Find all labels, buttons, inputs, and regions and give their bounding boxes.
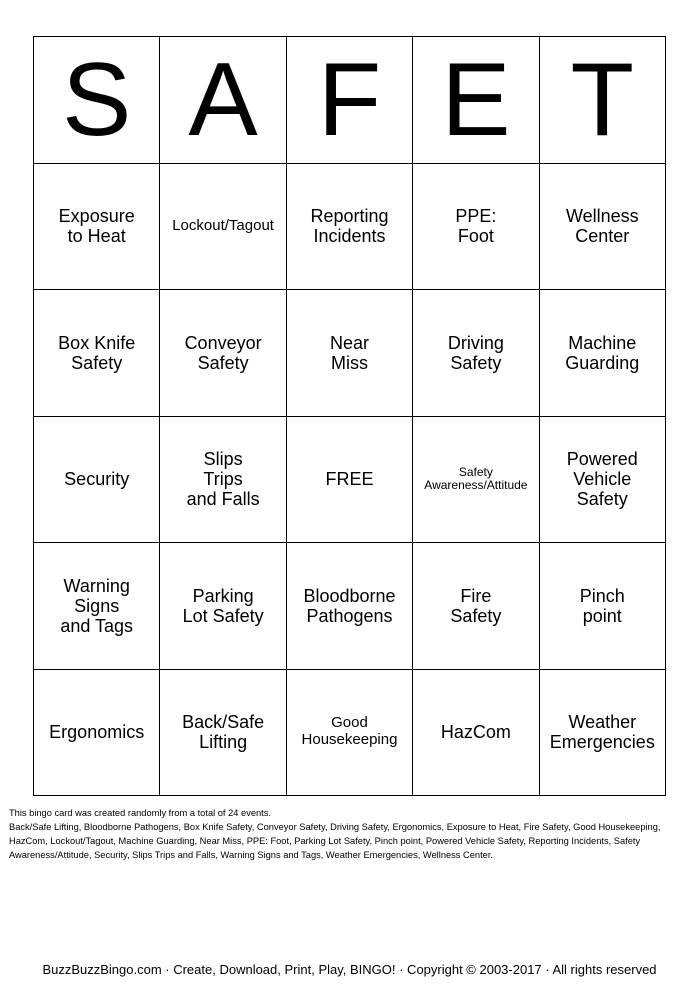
bingo-cell	[540, 417, 666, 544]
bingo-cell	[287, 543, 413, 670]
bingo-cell	[413, 417, 539, 544]
bingo-cell	[540, 164, 666, 291]
events-note	[9, 806, 691, 862]
cell-text: Lockout/Tagout	[172, 216, 274, 234]
header-letter: T	[570, 41, 635, 158]
cell-text: Machine Guarding	[565, 332, 640, 373]
cell-text: Conveyor Safety	[184, 332, 262, 373]
bingo-cell	[540, 670, 666, 797]
bingo-cell	[34, 670, 160, 797]
cell-text: Bloodborne Pathogens	[303, 585, 396, 626]
bingo-cell	[160, 670, 286, 797]
cell-text: Reporting Incidents	[310, 206, 389, 247]
header-cell-s	[34, 37, 160, 164]
bingo-cell	[160, 417, 286, 544]
bingo-cell	[413, 670, 539, 797]
cell-text: Near Miss	[329, 332, 369, 373]
bingo-cell	[34, 417, 160, 544]
bingo-cell	[160, 543, 286, 670]
bingo-cell	[287, 290, 413, 417]
bingo-cell	[287, 164, 413, 291]
cell-text: Fire Safety	[450, 585, 502, 626]
cell-text: Parking Lot Safety	[182, 585, 264, 626]
cell-text: PPE: Foot	[455, 206, 497, 247]
bingo-cell	[160, 164, 286, 291]
cell-text: Security	[64, 469, 130, 490]
cell-text: Safety Awareness/Attitude	[424, 464, 528, 493]
cell-text: Pinch point	[579, 585, 625, 626]
header-letter: E	[441, 41, 511, 158]
cell-text: FREE	[325, 469, 374, 490]
cell-text: Slips Trips and Falls	[186, 449, 260, 510]
cell-text: Exposure to Heat	[58, 206, 135, 247]
cell-text: Ergonomics	[49, 722, 145, 743]
cell-text: HazCom	[440, 722, 511, 743]
bingo-card	[33, 36, 666, 796]
bingo-cell	[413, 290, 539, 417]
copyright-line: BuzzBuzzBingo.com · Create, Download, Print, Play, BINGO! · Copyright © 2003-2017 · All rights reserved	[42, 962, 657, 977]
cell-text: Weather Emergencies	[549, 712, 655, 753]
cell-text: Warning Signs and Tags	[60, 575, 134, 636]
header-cell-f	[287, 37, 413, 164]
cell-text: Wellness Center	[565, 206, 639, 247]
cell-text: Driving Safety	[447, 332, 504, 373]
cell-text: Good Housekeeping	[301, 714, 398, 749]
free-cell	[287, 417, 413, 544]
header-cell-e	[413, 37, 539, 164]
created-note: This bingo card was created randomly from a total of 24 events.	[9, 808, 271, 818]
cell-text: Box Knife Safety	[58, 332, 136, 373]
bingo-cell	[160, 290, 286, 417]
header-cell-a	[160, 37, 286, 164]
events-list: Back/Safe Lifting, Bloodborne Pathogens, Box Knife Safety, Conveyor Safety, Driving Safety, Ergonomics, Exposure to Heat, Fire Safety, Good Housekeeping, HazCom, Lockout/Tagout, Machine Guarding, Near Miss, PPE: Foot, Parking Lot Safety, Pinch point, Powered Vehicle Safety, Reporting Incidents, Safety Awareness/Attitude, Security, Slips Trips and Falls, Warning Signs and Tags, Weather Emergencies, Wellness Center.	[9, 822, 661, 860]
header-cell-t	[540, 37, 666, 164]
bingo-cell	[34, 290, 160, 417]
bingo-cell	[540, 290, 666, 417]
bingo-cell	[34, 164, 160, 291]
header-letter: F	[317, 41, 382, 158]
bingo-cell	[34, 543, 160, 670]
bingo-cell	[413, 164, 539, 291]
header-letter: A	[188, 41, 258, 158]
header-letter: S	[62, 41, 132, 158]
bingo-cell	[287, 670, 413, 797]
bingo-cell	[413, 543, 539, 670]
bingo-cell	[540, 543, 666, 670]
cell-text: Back/Safe Lifting	[182, 712, 265, 753]
cell-text: Powered Vehicle Safety	[566, 449, 638, 510]
